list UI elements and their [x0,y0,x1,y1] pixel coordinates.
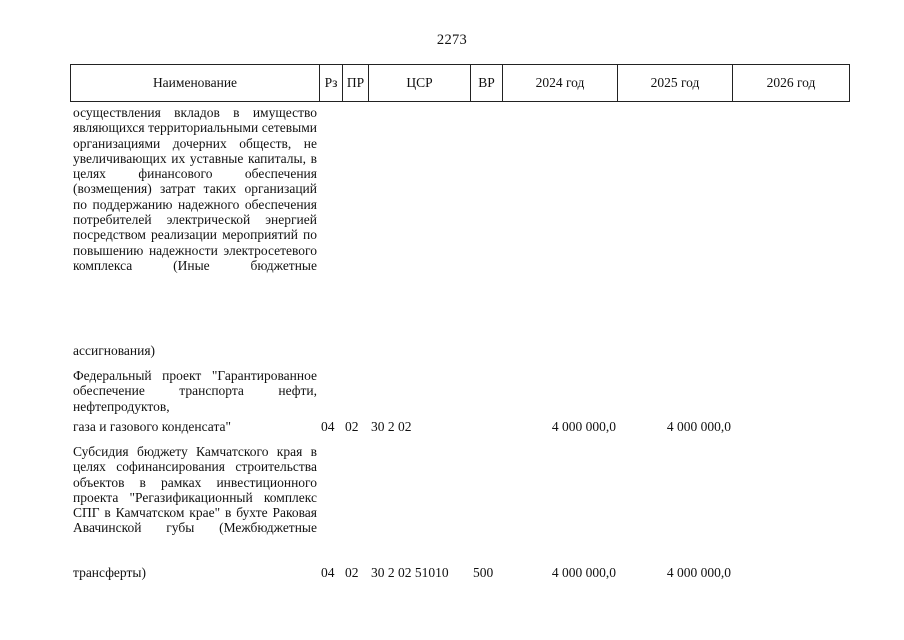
row-rz: 04 [321,565,335,580]
row-name: Федеральный проект "Гарантированное обеспечение транспорта нефти, нефтепродуктов, [73,368,317,414]
header-2024: 2024 год [503,65,618,102]
row-vr: 500 [473,565,494,580]
row-name-tail: ассигнования) [73,343,156,358]
row-name: Субсидия бюджету Камчатского края в целях софинансирования строительства объектов в рамках инвестиционного проекта "Регазификационный комплекс СПГ в Камчатском крае" в бухте Раковая Авачинской губы (Межбюджетные [73,444,317,536]
table-header [70,64,850,102]
row-name-tail: газа и газового конденсата" [73,419,232,434]
header-2025: 2025 год [618,65,733,102]
row-2024: 4 000 000,0 [551,419,616,434]
row-2025: 4 000 000,0 [666,565,731,580]
row-csr: 30 2 02 [371,419,412,434]
header-2026: 2026 год [733,65,850,102]
row-rz: 04 [321,419,335,434]
row-name: осуществления вкладов в имущество являющихся территориальными сетевыми организациями дочерних обществ, не увеличивающих их уставные капиталы, в целях финансового обеспечения (возмещения) затрат таких организаций по поддержанию надежного обеспечения потребителей электрической энергией посредством реализации мероприятий по повышению надежности электросетевого комплекса (Иные бюджетные [73,105,317,273]
row-2024: 4 000 000,0 [551,565,616,580]
page-number: 2273 [436,32,468,48]
header-name: Наименование [71,65,320,102]
header-rz: Рз [320,65,343,102]
row-2025: 4 000 000,0 [666,419,731,434]
row-name-tail: трансферты) [73,565,146,580]
row-csr: 30 2 02 51010 [371,565,449,580]
header-pr: ПР [343,65,369,102]
header-vr: ВР [471,65,503,102]
row-pr: 02 [345,565,359,580]
row-pr: 02 [345,419,359,434]
header-csr: ЦСР [369,65,471,102]
